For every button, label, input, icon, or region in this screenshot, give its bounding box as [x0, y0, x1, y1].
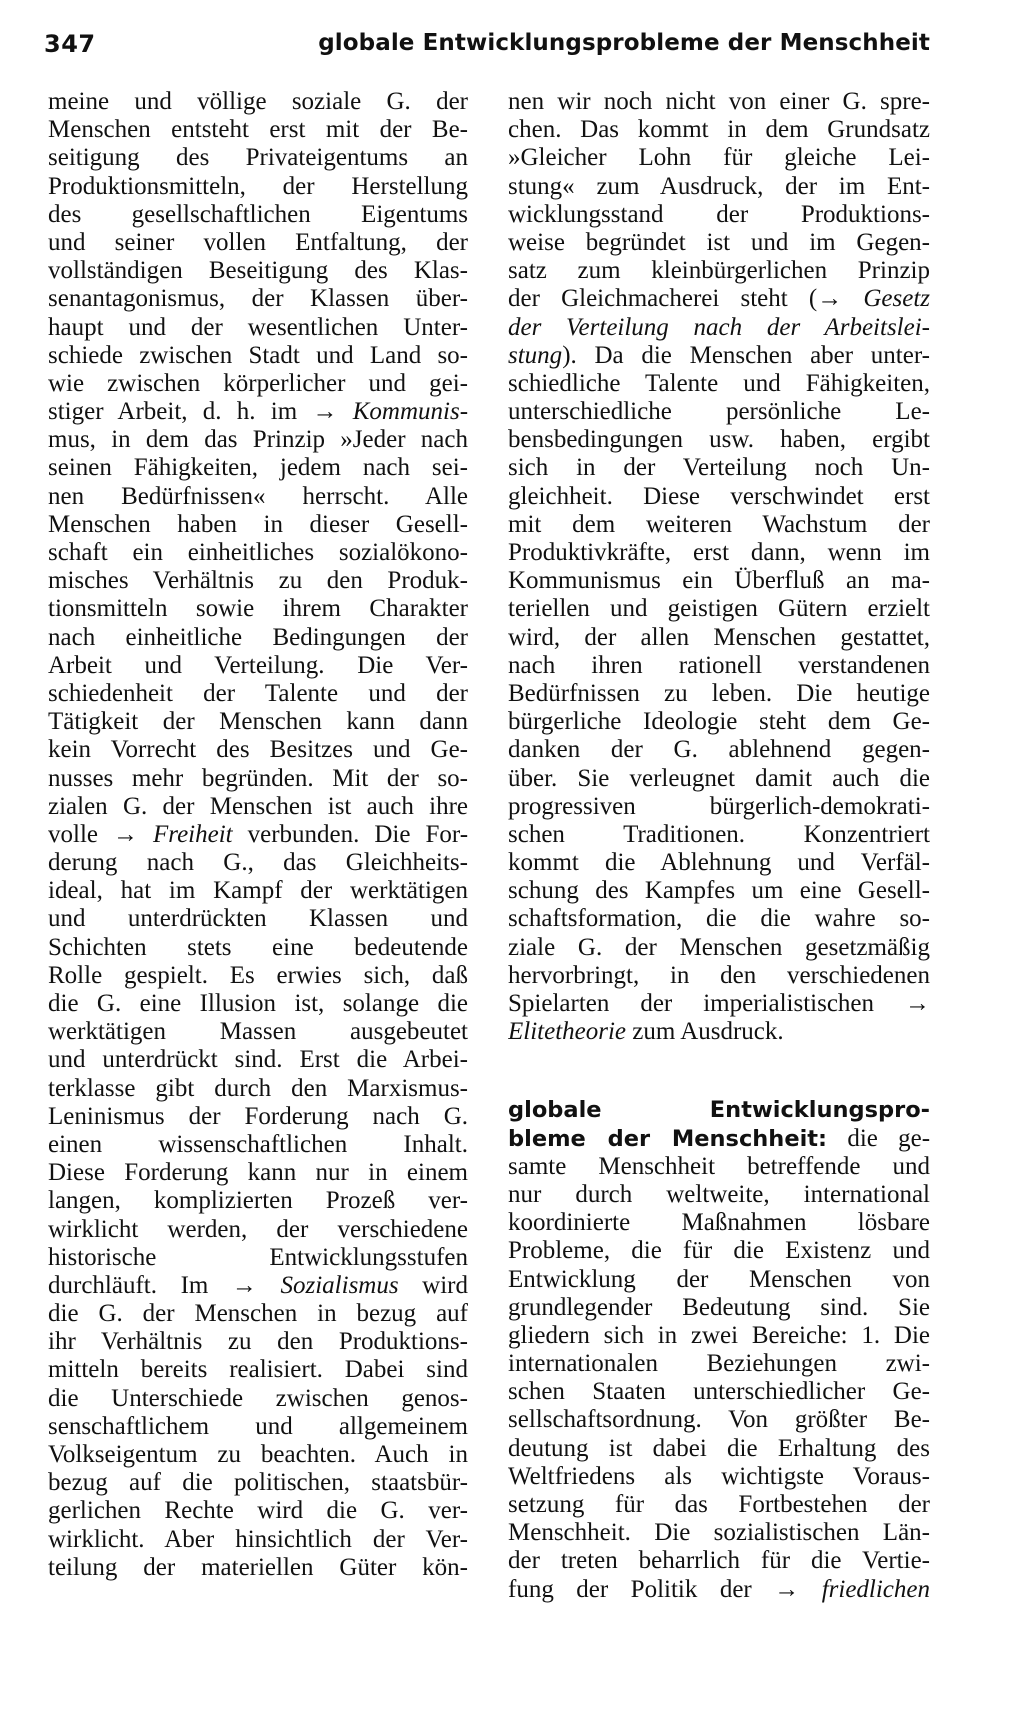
text-line: und unterdrückten Klassen und [48, 905, 468, 933]
text-line: nen Bedürfnissen« herrscht. Alle [48, 482, 468, 510]
text-line: kommt die Ablehnung und Verfäl- [508, 849, 930, 877]
text-line: koordinierte Maßnahmen lösbare [508, 1209, 930, 1237]
text-line: ihr Verhältnis zu den Produktions- [48, 1328, 468, 1356]
text-line: einen wissenschaftlichen Inhalt. [48, 1130, 468, 1158]
text-line: kein Vorrecht des Besitzes und Ge- [48, 736, 468, 764]
cross-reference-link[interactable]: Freiheit [153, 820, 233, 848]
text-line: misches Verhältnis zu den Produk- [48, 567, 468, 595]
page-header [44, 30, 930, 70]
text-line: schiedliche Talente und Fähigkeiten, [508, 369, 930, 397]
running-head: globale Entwicklungsprobleme der Menschheit [318, 30, 930, 56]
text-line: Weltfriedens als wichtigste Voraus- [508, 1462, 930, 1490]
text-line [508, 1125, 930, 1153]
text-line [48, 821, 468, 849]
text-segment: Spielarten der imperialistischen [508, 990, 875, 1017]
text-segment: wird [422, 1271, 468, 1299]
text-line: ideal, hat im Kampf der werktätigen [48, 877, 468, 905]
text-line: des gesellschaftlichen Eigentums [48, 200, 468, 228]
text-line: progressiven bürgerlich-demokrati- [508, 792, 930, 820]
text-line: wie zwischen körperlicher und gei- [48, 369, 468, 397]
text-line [48, 1272, 468, 1300]
text-line: und unterdrückt sind. Erst die Arbei- [48, 1046, 468, 1074]
text-line: zialen G. der Menschen ist auch ihre [48, 792, 468, 820]
text-line: und seiner vollen Entfaltung, der [48, 228, 468, 256]
text-line: teriellen und geistigen Gütern erzielt [508, 595, 930, 623]
text-line: schaftsformation, die die wahre so- [508, 905, 930, 933]
text-line: schen Staaten unterschiedlicher Ge- [508, 1378, 930, 1406]
text-line: mit dem weiteren Wachstum der [508, 510, 930, 538]
text-segment: die ge- [847, 1124, 930, 1152]
text-line: seinen Fähigkeiten, jedem nach sei- [48, 454, 468, 482]
right-column [508, 88, 930, 1604]
cross-reference-arrow: → [817, 285, 843, 313]
text-line: mitteln bereits realisiert. Dabei sind [48, 1356, 468, 1384]
text-line: teilung der materiellen Güter kön- [48, 1553, 468, 1581]
text-line: gleichheit. Diese verschwindet erst [508, 482, 930, 510]
text-line: nusses mehr begründen. Mit der so- [48, 764, 468, 792]
text-line: bensbedingungen usw. haben, ergibt [508, 426, 930, 454]
text-line [508, 1018, 930, 1046]
left-column [48, 88, 468, 1582]
text-line: nur durch weltweite, international [508, 1180, 930, 1208]
cross-reference-arrow: → [113, 820, 138, 848]
paragraph-gap [508, 1046, 930, 1096]
cross-reference-link[interactable]: Gesetz [863, 285, 930, 313]
cross-reference-arrow: → [312, 398, 338, 426]
text-line: schiede zwischen Stadt und Land so- [48, 341, 468, 369]
text-line: wirklicht. Aber hinsichtlich der Ver- [48, 1525, 468, 1553]
text-line: der treten beharrlich für die Vertie- [508, 1547, 930, 1575]
text-line: sich in der Verteilung noch Un- [508, 454, 930, 482]
cross-reference-link[interactable]: der Verteilung nach der Arbeitslei- [508, 313, 930, 341]
text-line: Entwicklung der Menschen von [508, 1265, 930, 1293]
text-line: Schichten stets eine bedeutende [48, 933, 468, 961]
text-line: terklasse gibt durch den Marxismus- [48, 1074, 468, 1102]
text-line [508, 342, 930, 370]
text-line: schaft ein einheitliches sozialökono- [48, 539, 468, 566]
text-line: grundlegender Bedeutung sind. Sie [508, 1293, 930, 1321]
text-line: die G. der Menschen in bezug auf [48, 1300, 468, 1328]
text-segment: ). Da die Menschen aber unter- [562, 341, 930, 369]
text-line: internationalen Beziehungen zwi- [508, 1350, 930, 1378]
text-line: »Gleicher Lohn für gleiche Lei- [508, 144, 930, 172]
text-line: unterschiedliche persönliche Le- [508, 398, 930, 426]
text-line: die Unterschiede zwischen genos- [48, 1384, 468, 1412]
text-line: setzung für das Fortbestehen der [508, 1491, 930, 1518]
text-line [48, 398, 468, 426]
text-line: über. Sie verleugnet damit auch die [508, 764, 930, 792]
text-line [508, 1576, 930, 1604]
text-line: Produktivkräfte, erst dann, wenn im [508, 539, 930, 566]
text-line: Probleme, die für die Existenz und [508, 1237, 930, 1265]
text-line: Menschen entsteht erst mit der Be- [48, 116, 468, 144]
page-number: 347 [44, 30, 96, 58]
text-segment: volle [48, 820, 98, 848]
text-line: deutung ist dabei die Erhaltung des [508, 1434, 930, 1462]
text-line: schen Traditionen. Konzentriert [508, 820, 930, 848]
text-line: Bedürfnissen zu leben. Die heutige [508, 679, 930, 707]
text-segment: zum Ausdruck. [632, 1018, 784, 1046]
cross-reference-link[interactable]: stung [508, 341, 563, 369]
text-line: Arbeit und Verteilung. Die Ver- [48, 651, 468, 679]
text-line: tionsmitteln sowie ihrem Charakter [48, 595, 468, 623]
text-line: samte Menschheit betreffende und [508, 1152, 930, 1180]
text-line: wicklungsstand der Produktions- [508, 200, 930, 228]
text-line: gliedern sich in zwei Bereiche: 1. Die [508, 1321, 930, 1349]
cross-reference-link[interactable]: Sozialismus [280, 1271, 399, 1299]
text-line: nach ihren rationell verstandenen [508, 651, 930, 679]
text-line: Volkseigentum zu beachten. Auch in [48, 1441, 468, 1468]
text-line: mus, in dem das Prinzip »Jeder nach [48, 426, 468, 454]
entry-headword: bleme der Menschheit: [508, 1125, 828, 1152]
text-line: werktätigen Massen ausgebeutet [48, 1018, 468, 1046]
cross-reference-link[interactable]: Kommunis- [352, 398, 468, 426]
text-line [508, 990, 930, 1018]
text-line: vollständigen Beseitigung des Klas- [48, 257, 468, 285]
text-line: senschaftlichem und allgemeinem [48, 1412, 468, 1440]
text-line: die G. eine Illusion ist, solange die [48, 990, 468, 1017]
text-line: weise begründet ist und im Gegen- [508, 228, 930, 256]
text-line: chen. Das kommt in dem Grundsatz [508, 116, 930, 144]
text-line: langen, komplizierten Prozeß ver- [48, 1187, 468, 1215]
text-line: stung« zum Ausdruck, der im Ent- [508, 172, 930, 200]
text-line: satz zum kleinbürgerlichen Prinzip [508, 257, 930, 285]
cross-reference-arrow: → [231, 1271, 257, 1299]
cross-reference-arrow: → [905, 990, 930, 1017]
text-line: sellschaftsordnung. Von größter Be- [508, 1406, 930, 1434]
text-line: Kommunismus ein Überfluß an ma- [508, 567, 930, 595]
text-line: schung des Kampfes um eine Gesell- [508, 877, 930, 905]
text-line: bürgerliche Ideologie steht dem Ge- [508, 708, 930, 736]
text-line: wird, der allen Menschen gestattet, [508, 623, 930, 651]
text-line: nen wir noch nicht von einer G. spre- [508, 88, 930, 115]
text-line: Tätigkeit der Menschen kann dann [48, 708, 468, 736]
text-line: Rolle gespielt. Es erwies sich, daß [48, 961, 468, 989]
text-line: wirklicht werden, der verschiedene [48, 1215, 468, 1243]
text-line: Leninismus der Forderung nach G. [48, 1102, 468, 1130]
text-line: schiedenheit der Talente und der [48, 679, 468, 707]
text-line: ziale G. der Menschen gesetzmäßig [508, 933, 930, 961]
cross-reference-arrow: → [774, 1575, 800, 1603]
text-line: Produktionsmitteln, der Herstellung [48, 172, 468, 200]
text-line [508, 285, 930, 313]
entry-headword: globale Entwicklungspro- [508, 1097, 930, 1124]
text-line: seitigung des Privateigentums an [48, 144, 468, 172]
text-segment: der Gleichmacherei steht ( [508, 285, 818, 313]
text-line: bezug auf die politischen, staatsbür- [48, 1469, 468, 1497]
text-line: Menschen haben in dieser Gesell- [48, 510, 468, 538]
cross-reference-link[interactable]: friedlichen [821, 1575, 930, 1603]
text-segment: durchläuft. Im [48, 1271, 209, 1299]
text-line: Diese Forderung kann nur in einem [48, 1159, 468, 1187]
text-line: meine und völlige soziale G. der [48, 88, 468, 115]
text-line: hervorbringt, in den verschiedenen [508, 961, 930, 989]
text-segment: verbunden. Die For- [247, 820, 468, 848]
text-line: senantagonismus, der Klassen über- [48, 285, 468, 313]
text-line: haupt und der wesentlichen Unter- [48, 313, 468, 341]
entry-headword-line [508, 1096, 930, 1124]
text-line: historische Entwicklungsstufen [48, 1243, 468, 1271]
text-line: nach einheitliche Bedingungen der [48, 623, 468, 651]
text-line: derung nach G., das Gleichheits- [48, 849, 468, 877]
text-segment: stiger Arbeit, d. h. im [48, 398, 298, 426]
text-line: Menschheit. Die sozialistischen Län- [508, 1519, 930, 1547]
text-segment: fung der Politik der [508, 1575, 752, 1603]
cross-reference-link[interactable]: Elitetheorie [508, 1018, 627, 1046]
text-line: gerlichen Rechte wird die G. ver- [48, 1497, 468, 1525]
text-line: danken der G. ablehnend gegen- [508, 736, 930, 764]
